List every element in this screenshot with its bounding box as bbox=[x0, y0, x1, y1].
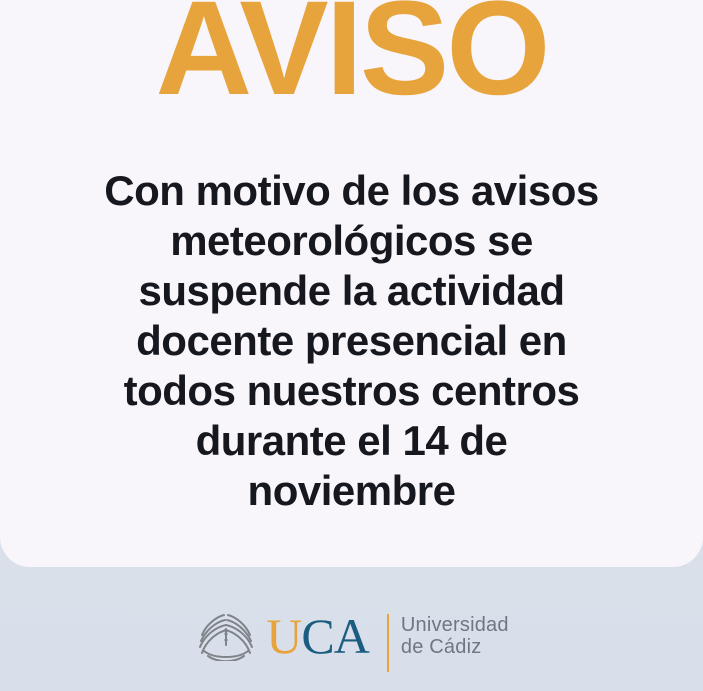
uca-emblem-icon bbox=[194, 611, 258, 661]
uca-acronym-ca: CA bbox=[301, 608, 369, 664]
uca-acronym-u: U bbox=[266, 608, 302, 664]
notice-line: meteorológicos se bbox=[170, 217, 533, 264]
notice-title: AVISO bbox=[155, 0, 548, 123]
institution-line1: Universidad bbox=[400, 614, 509, 636]
logo-divider bbox=[387, 614, 389, 672]
notice-line: Con motivo de los avisos bbox=[104, 167, 599, 214]
footer bbox=[0, 567, 703, 691]
notice-line: noviembre bbox=[247, 467, 456, 514]
institution-name bbox=[401, 614, 509, 658]
institution-line2: de Cádiz bbox=[400, 636, 482, 658]
notice-line: docente presencial en bbox=[136, 317, 567, 364]
uca-logo bbox=[194, 600, 508, 672]
notice-line: suspende la actividad bbox=[138, 267, 565, 314]
notice-body bbox=[0, 166, 703, 516]
notice-line: durante el 14 de bbox=[195, 417, 508, 464]
uca-acronym bbox=[266, 608, 369, 664]
notice-line: todos nuestros centros bbox=[123, 367, 580, 414]
